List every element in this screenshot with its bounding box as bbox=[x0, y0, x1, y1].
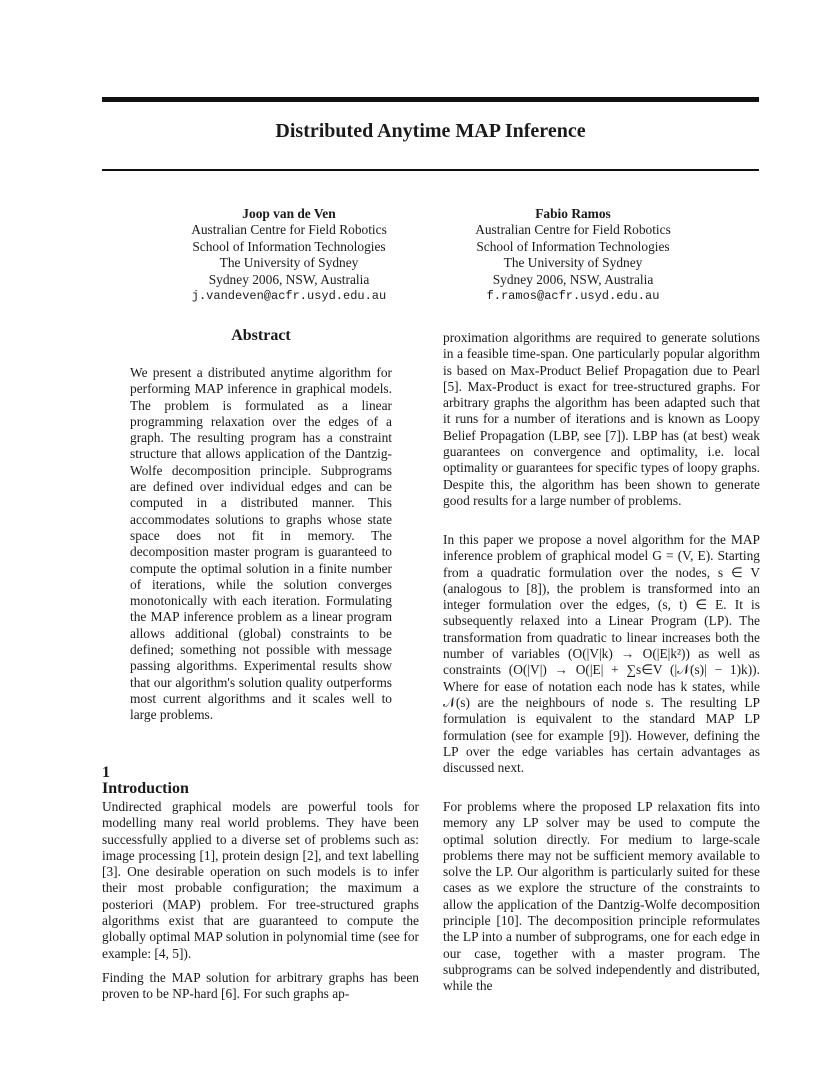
affiliation-line: The University of Sydney bbox=[503, 255, 643, 271]
abstract-heading: Abstract bbox=[231, 327, 291, 344]
author-email: f.ramos@acfr.usyd.edu.au bbox=[486, 289, 660, 304]
affiliation-line: The University of Sydney bbox=[219, 255, 359, 271]
affiliation-line: School of Information Technologies bbox=[476, 238, 670, 254]
paper-title: Distributed Anytime MAP Inference bbox=[275, 120, 586, 142]
right-paragraph-2: In this paper we propose a novel algorithm for the MAP inference problem of graphical model G = (V, E). Starting from a quadratic formulation over the nodes, s ∈ V (analogous to [8]), the problem is transformed into an integer formulation over the edges, (s, t) ∈ E. It is subsequently relaxed into a Linear Program (LP). The transformation from quadratic to linear increases both the number of variables (O(|V|k) → O(|E|k²)) as well as constraints (O(|V|) → O(|E| + ∑s∈V (|𝒩(s)| − 1)k)). Where for ease of notation each node has k states, while 𝒩(s) are the neighbours of node s. The resulting LP formulation is equivalent to the standard MAP LP formulation (see for example [9]). However, defining the LP over the edge variables has certain advantages as discussed next. bbox=[443, 532, 760, 776]
affiliation-line: Sydney 2006, NSW, Australia bbox=[208, 271, 370, 287]
abstract-text: We present a distributed anytime algorithm for performing MAP inference in graphical models. The problem is formulated as a linear programming relaxation over the edges of a graph. The resulting program has a constraint structure that allows application of the Dantzig-Wolfe decomposition principle. Subprograms are defined over individual edges and can be computed in a distributed manner. This accommodates solutions to graphs whose state space does not fit in memory. The decomposition master program is guaranteed to compute the optimal solution in a finite number of iterations, while the solution converges monotonically with each iteration. Formulating the MAP inference problem as a linear program allows additional (global) constraints to be defined; something not possible with message passing algorithms. Experimental results show that our algorithm's solution quality outperforms most current algorithms and it scales well to large problems. bbox=[130, 365, 392, 723]
author-email: j.vandeven@acfr.usyd.edu.au bbox=[191, 289, 387, 304]
section-title: Introduction bbox=[102, 780, 189, 798]
author-block-2 bbox=[423, 206, 723, 304]
author-name: Joop van de Ven bbox=[242, 206, 336, 221]
author-name: Fabio Ramos bbox=[535, 206, 611, 221]
affiliation-line: Australian Centre for Field Robotics bbox=[475, 222, 671, 238]
section-heading bbox=[102, 765, 189, 798]
intro-paragraph-1: Undirected graphical models are powerful tools for modelling many real world problems. They have been successfully applied to a diverse set of problems such as: image processing [1], protein design [2], and text labelling [3]. One desirable operation on such models is to infer their most probable configuration; the maximum a posteriori (MAP) problem. For tree-structured graphs algorithms exist that are guaranteed to compute the globally optimal MAP solution in polynomial time (see for example: [4, 5]). bbox=[102, 799, 419, 961]
affiliation-line: Australian Centre for Field Robotics bbox=[191, 222, 387, 238]
affiliation-line: School of Information Technologies bbox=[192, 238, 386, 254]
title-bottom-rule bbox=[102, 169, 759, 171]
section-number: 1 bbox=[102, 764, 110, 781]
title-top-rule bbox=[102, 97, 759, 102]
author-block-1 bbox=[139, 206, 439, 304]
right-paragraph-1: proximation algorithms are required to generate solutions in a feasible time-span. One particularly popular algorithm is based on Max-Product Belief Propagation due to Pearl [5]. Max-Product is exact for tree-structured graphs. For arbitrary graphs the algorithm has been adapted such that it runs for a number of iterations and is known as Loopy Belief Propagation (LBP, see [7]). LBP has (at best) weak guarantees on convergence and optimality, i.e. local optimality or guarantees for specific types of loopy graphs. Despite this, the algorithm has been shown to generate good results for a large number of problems. bbox=[443, 330, 760, 508]
right-paragraph-3: For problems where the proposed LP relaxation fits into memory any LP solver may be used to compute the optimal solution directly. For medium to large-scale problems there may not be sufficient memory available to solve the LP. Our algorithm is particularly suited for these cases as we explore the structure of the constraints to allow the application of the Dantzig-Wolfe decomposition principle [10]. The decomposition principle reformulates the LP into a number of subprograms, one for each edge in our case, together with a master program. The subprograms can be solved independently and distributed, while the bbox=[443, 799, 760, 994]
affiliation-line: Sydney 2006, NSW, Australia bbox=[492, 271, 654, 287]
intro-paragraph-2: Finding the MAP solution for arbitrary graphs has been proven to be NP-hard [6]. For such graphs ap- bbox=[102, 970, 419, 1002]
